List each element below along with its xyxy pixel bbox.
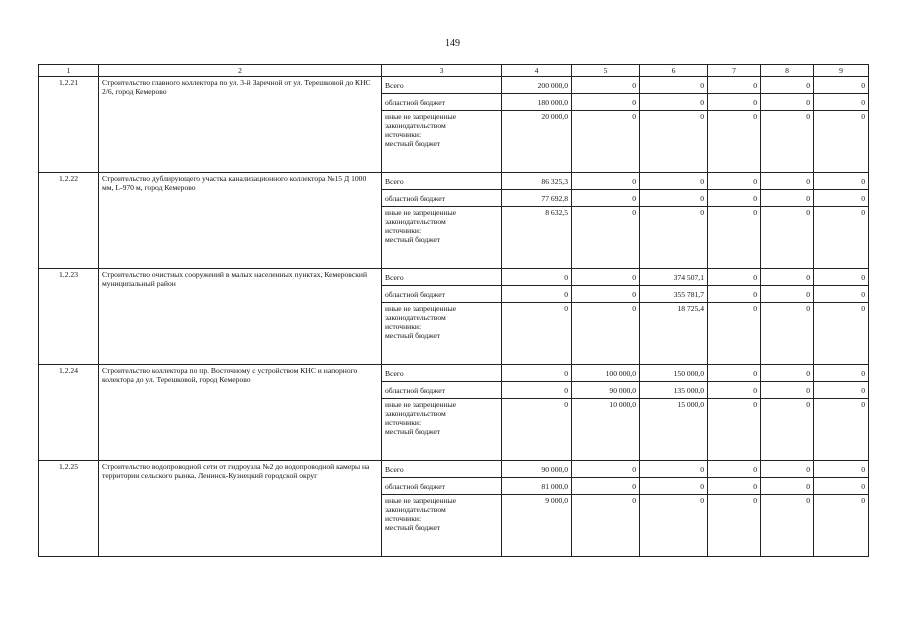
amount-cell: 0: [708, 478, 761, 495]
funding-source: Всего: [382, 173, 502, 190]
amount-cell: 0: [814, 478, 869, 495]
amount-cell: 0: [640, 461, 708, 478]
funding-source-line: законодательством: [385, 217, 446, 226]
funding-source: областной бюджет: [382, 478, 502, 495]
funding-source: Всего: [382, 269, 502, 286]
column-header: 6: [640, 65, 708, 77]
amount-cell: 0: [502, 286, 572, 303]
table-row: [39, 461, 869, 478]
item-name: Строительство главного коллектора по ул. 3-й Заречной от ул. Терешковой до КНС 2/6, город Кемерово: [99, 77, 382, 173]
item-name: Строительство водопроводной сети от гидроузла №2 до водопроводной камеры на территории сельского рынка, Ленинск-Кузнецкий городской округ: [99, 461, 382, 557]
amount-cell: 0: [708, 173, 761, 190]
column-header: 7: [708, 65, 761, 77]
funding-source-line: иные не запрещенные: [385, 400, 457, 409]
funding-source: [382, 495, 502, 557]
item-code: 1.2.21: [39, 77, 99, 173]
column-header: 8: [761, 65, 814, 77]
funding-source: областной бюджет: [382, 190, 502, 207]
amount-cell: 0: [761, 303, 814, 365]
amount-cell: 0: [640, 478, 708, 495]
column-header: 5: [572, 65, 640, 77]
column-header: 3: [382, 65, 502, 77]
amount-cell: 0: [640, 173, 708, 190]
funding-source-line: иные не запрещенные: [385, 304, 457, 313]
budget-table: [38, 64, 869, 557]
amount-cell: 355 781,7: [640, 286, 708, 303]
funding-source: Всего: [382, 365, 502, 382]
amount-cell: 0: [502, 303, 572, 365]
amount-cell: 0: [572, 190, 640, 207]
funding-source: [382, 399, 502, 461]
column-number-row: [39, 65, 869, 77]
amount-cell: 0: [572, 495, 640, 557]
amount-cell: 0: [814, 190, 869, 207]
budget-table-body: [39, 77, 869, 557]
amount-cell: 0: [814, 94, 869, 111]
amount-cell: 100 000,0: [572, 365, 640, 382]
amount-cell: 0: [708, 111, 761, 173]
funding-source: Всего: [382, 77, 502, 94]
amount-cell: 0: [708, 399, 761, 461]
amount-cell: 90 000,0: [572, 382, 640, 399]
amount-cell: 374 507,1: [640, 269, 708, 286]
table-row: [39, 77, 869, 94]
amount-cell: 150 000,0: [640, 365, 708, 382]
amount-cell: 0: [761, 382, 814, 399]
amount-cell: 0: [572, 94, 640, 111]
item-code: 1.2.24: [39, 365, 99, 461]
amount-cell: 135 000,0: [640, 382, 708, 399]
amount-cell: 18 725,4: [640, 303, 708, 365]
amount-cell: 200 000,0: [502, 77, 572, 94]
funding-source-line: местный бюджет: [385, 523, 441, 532]
amount-cell: 15 000,0: [640, 399, 708, 461]
column-header: 9: [814, 65, 869, 77]
table-row: [39, 269, 869, 286]
funding-source-line: местный бюджет: [385, 139, 441, 148]
amount-cell: 0: [761, 495, 814, 557]
amount-cell: 0: [814, 77, 869, 94]
amount-cell: 9 000,0: [502, 495, 572, 557]
amount-cell: 0: [814, 495, 869, 557]
funding-source: Всего: [382, 461, 502, 478]
amount-cell: 0: [708, 495, 761, 557]
amount-cell: 0: [640, 495, 708, 557]
funding-source: областной бюджет: [382, 286, 502, 303]
funding-source-line: местный бюджет: [385, 427, 441, 436]
amount-cell: 0: [814, 269, 869, 286]
amount-cell: 0: [640, 77, 708, 94]
funding-source: областной бюджет: [382, 382, 502, 399]
amount-cell: 77 692,8: [502, 190, 572, 207]
funding-source-line: источники:: [385, 226, 422, 235]
column-header: 4: [502, 65, 572, 77]
funding-source-line: законодательством: [385, 505, 446, 514]
amount-cell: 0: [814, 399, 869, 461]
amount-cell: 10 000,0: [572, 399, 640, 461]
amount-cell: 0: [708, 286, 761, 303]
amount-cell: 86 325,3: [502, 173, 572, 190]
amount-cell: 0: [502, 365, 572, 382]
amount-cell: 0: [761, 286, 814, 303]
amount-cell: 0: [708, 269, 761, 286]
funding-source-line: законодательством: [385, 121, 446, 130]
item-name: Строительство очистных сооружений в малых населенных пунктах, Кемеровский муниципальный район: [99, 269, 382, 365]
amount-cell: 180 000,0: [502, 94, 572, 111]
amount-cell: 0: [814, 382, 869, 399]
amount-cell: 0: [761, 207, 814, 269]
amount-cell: 0: [640, 190, 708, 207]
amount-cell: 0: [572, 269, 640, 286]
funding-source-line: местный бюджет: [385, 235, 441, 244]
amount-cell: 0: [708, 382, 761, 399]
amount-cell: 0: [814, 207, 869, 269]
amount-cell: 0: [761, 190, 814, 207]
amount-cell: 0: [761, 94, 814, 111]
amount-cell: 0: [572, 303, 640, 365]
amount-cell: 0: [640, 207, 708, 269]
amount-cell: 0: [572, 286, 640, 303]
amount-cell: 0: [814, 111, 869, 173]
table-row: [39, 365, 869, 382]
amount-cell: 0: [572, 461, 640, 478]
amount-cell: 0: [502, 399, 572, 461]
item-name: Строительство дублирующего участка канализационного коллектора №15 Д 1000 мм, L-970 м, город Кемерово: [99, 173, 382, 269]
funding-source-line: законодательством: [385, 313, 446, 322]
page-number: 149: [445, 38, 460, 49]
item-code: 1.2.22: [39, 173, 99, 269]
amount-cell: 0: [708, 303, 761, 365]
amount-cell: 0: [708, 190, 761, 207]
amount-cell: 0: [814, 303, 869, 365]
amount-cell: 8 632,5: [502, 207, 572, 269]
funding-source-line: источники:: [385, 130, 422, 139]
amount-cell: 0: [761, 365, 814, 382]
amount-cell: 20 000,0: [502, 111, 572, 173]
funding-source-line: местный бюджет: [385, 331, 441, 340]
amount-cell: 0: [572, 111, 640, 173]
funding-source-line: источники:: [385, 322, 422, 331]
amount-cell: 0: [761, 478, 814, 495]
amount-cell: 0: [640, 94, 708, 111]
item-code: 1.2.23: [39, 269, 99, 365]
amount-cell: 0: [572, 173, 640, 190]
amount-cell: 0: [502, 382, 572, 399]
amount-cell: 81 000,0: [502, 478, 572, 495]
amount-cell: 0: [572, 207, 640, 269]
amount-cell: 0: [814, 461, 869, 478]
amount-cell: 0: [708, 77, 761, 94]
funding-source-line: иные не запрещенные: [385, 112, 457, 121]
item-code: 1.2.25: [39, 461, 99, 557]
column-header: 2: [99, 65, 382, 77]
funding-source: [382, 111, 502, 173]
amount-cell: 0: [814, 365, 869, 382]
funding-source: [382, 207, 502, 269]
funding-source-line: иные не запрещенные: [385, 496, 457, 505]
column-header: 1: [39, 65, 99, 77]
amount-cell: 0: [761, 173, 814, 190]
amount-cell: 0: [572, 77, 640, 94]
funding-source-line: законодательством: [385, 409, 446, 418]
amount-cell: 0: [502, 269, 572, 286]
funding-source-line: источники:: [385, 514, 422, 523]
amount-cell: 0: [572, 478, 640, 495]
amount-cell: 0: [708, 94, 761, 111]
table-row: [39, 173, 869, 190]
amount-cell: 0: [708, 207, 761, 269]
amount-cell: 0: [761, 77, 814, 94]
item-name: Строительство коллектора по пр. Восточному с устройством КНС и напорного колектора до ул. Терешковой, город Кемерово: [99, 365, 382, 461]
amount-cell: 0: [708, 461, 761, 478]
amount-cell: 0: [761, 399, 814, 461]
amount-cell: 0: [814, 286, 869, 303]
funding-source-line: иные не запрещенные: [385, 208, 457, 217]
amount-cell: 0: [640, 111, 708, 173]
amount-cell: 90 000,0: [502, 461, 572, 478]
funding-source-line: источники:: [385, 418, 422, 427]
amount-cell: 0: [761, 111, 814, 173]
amount-cell: 0: [708, 365, 761, 382]
funding-source: [382, 303, 502, 365]
amount-cell: 0: [761, 269, 814, 286]
funding-source: областной бюджет: [382, 94, 502, 111]
amount-cell: 0: [814, 173, 869, 190]
amount-cell: 0: [761, 461, 814, 478]
